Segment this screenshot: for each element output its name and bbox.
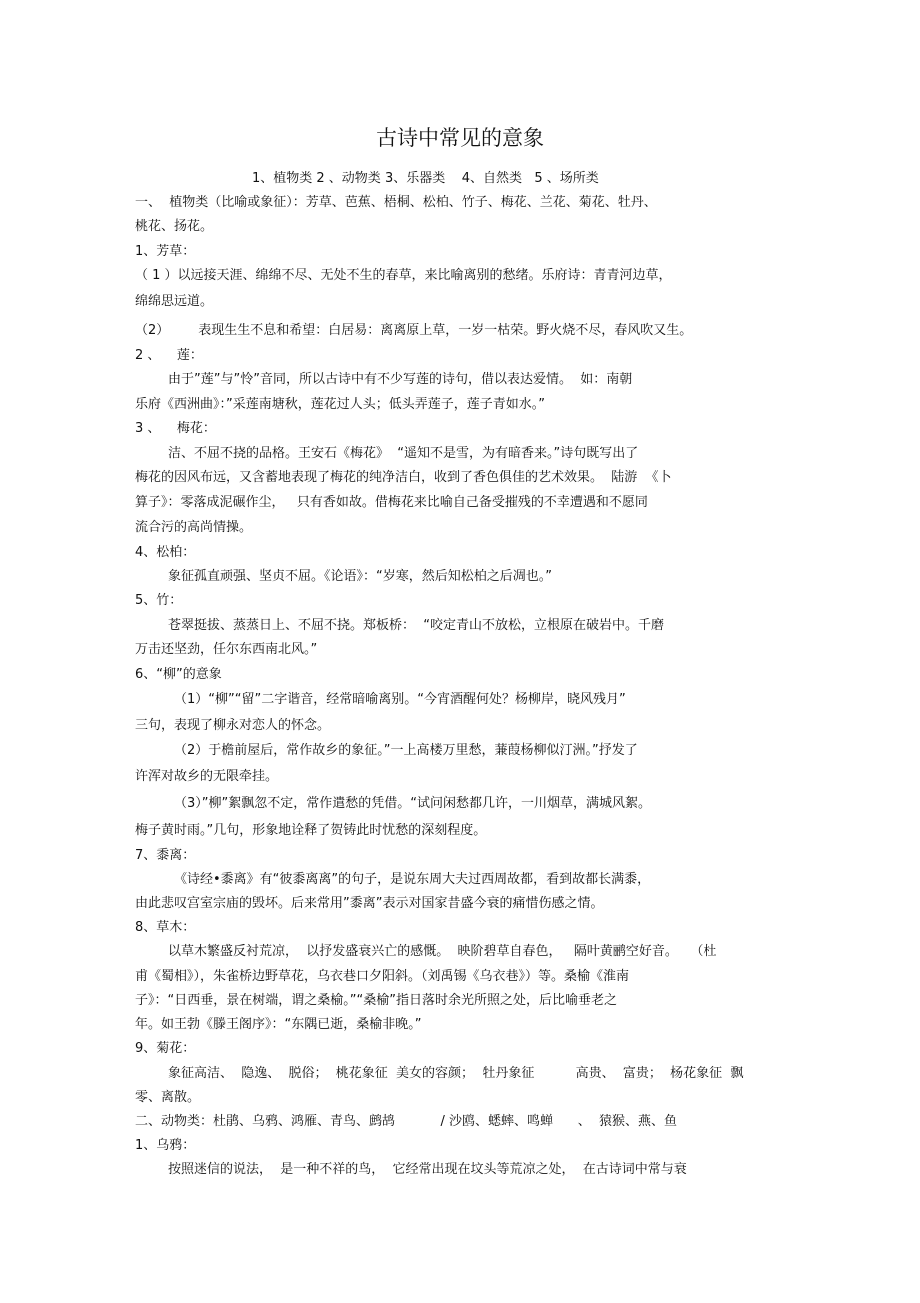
text-line: （1）“柳”“留”二字谐音，经常暗喻离别。“今宵酒醒何处？杨柳岸，晓风残月” — [174, 692, 626, 707]
section-heading: 1、芳草： — [135, 244, 196, 259]
text-line: 零、离散。 — [135, 1090, 201, 1105]
text-line: （ 1 ）以远接天涯、绵绵不尽、无处不生的春草，来比喻离别的愁绪。乐府诗：青青河边草， — [135, 268, 672, 283]
text-line: 许浑对故乡的无限牵挂。 — [135, 769, 279, 784]
text-line: 按照迷信的说法， 是一种不祥的鸟， 它经常出现在坟头等荒凉之处， 在古诗词中常与衰 — [168, 1162, 687, 1177]
text-line: （3）”柳”絮飘忽不定，常作遣愁的凭借。“试问闲愁都几许，一川烟草，满城风絮。 — [174, 796, 651, 811]
section-heading: 二、动物类：杜鹃、乌鸦、鸿雁、青鸟、鹧鸪 / 沙鸥、蟋蟀、鸣蝉 、 猿猴、燕、鱼 — [135, 1114, 678, 1129]
text-line: 乐府《西洲曲》：”采莲南塘秋，莲花过人头；低头弄莲子，莲子青如水。” — [135, 397, 545, 412]
text-line: 子》：“日西垂，景在树端，谓之桑榆。”“桑榆”指日落时余光所照之处，后比喻垂老之 — [135, 993, 617, 1008]
text-line: 年。如王勃《滕王阁序》：“东隅已逝，桑榆非晚。” — [135, 1017, 422, 1032]
text-line: 以草木繁盛反衬荒凉， 以抒发盛衰兴亡的感慨。 映阶碧草自春色， 隔叶黄鹂空好音。 （杜 — [168, 944, 717, 959]
text-line: 梅花的因风布远，又含蓄地表现了梅花的纯净洁白，收到了香色俱佳的艺术效果。 陆游 《卜 — [135, 470, 672, 485]
section-heading: 3 、 梅花： — [135, 421, 216, 436]
text-line: 桃花、扬花。 — [135, 219, 214, 234]
section-heading: 2 、 莲： — [135, 348, 203, 363]
category-list: 1、植物类 2 、动物类 3、乐器类 4、自然类 5 、场所类 — [252, 171, 599, 186]
text-line: 算子》：零落成泥碾作尘， 只有香如故。借梅花来比喻自己备受摧残的不幸遭遇和不愿同 — [135, 495, 648, 510]
text-line: 象征孤直顽强、坚贞不屈。《论语》：“岁寒，然后知松柏之后凋也。” — [168, 569, 552, 584]
text-line: 万击还坚劲，任尔东西南北风。” — [135, 642, 318, 657]
text-line: （2） 表现生生不息和希望：白居易：离离原上草，一岁一枯荣。野火烧不尽，春风吹又生。 — [135, 323, 693, 338]
text-line: （2）于檐前屋后，常作故乡的象征。”一上高楼万里愁，蒹葭杨柳似汀洲。”抒发了 — [174, 743, 638, 758]
text-line: 洁、不屈不挠的品格。王安石《梅花》 “遥知不是雪，为有暗香来。”诗句既写出了 — [168, 446, 639, 461]
text-line: 由此悲叹宫室宗庙的毁坏。后来常用”黍离”表示对国家昔盛今衰的痛惜伤感之情。 — [135, 896, 604, 911]
section-heading: 5、竹： — [135, 593, 183, 608]
text-line: 梅子黄时雨。”几句，形象地诠释了贺铸此时忧愁的深刻程度。 — [135, 823, 487, 838]
section-heading: 4、松柏： — [135, 545, 196, 560]
section-heading: 9、菊花： — [135, 1041, 196, 1056]
text-line: 一、 植物类（比喻或象征）：芳草、芭蕉、梧桐、松柏、竹子、梅花、兰花、菊花、牡丹、 — [135, 195, 657, 210]
text-line: 流合污的高尚情操。 — [135, 520, 253, 535]
text-line: 绵绵思远道。 — [135, 294, 214, 309]
text-line: 三句，表现了柳永对恋人的怀念。 — [135, 718, 331, 733]
text-line: 苍翠挺拔、蒸蒸日上、不屈不挠。郑板桥： “咬定青山不放松，立根原在破岩中。千磨 — [168, 618, 665, 633]
text-line: 由于”莲”与”怜”音同，所以古诗中有不少写莲的诗句，借以表达爱情。 如：南朝 — [168, 372, 633, 387]
text-line: 象征高洁、 隐逸、 脱俗； 桃花象征 美女的容颜； 牡丹象征 高贵、 富贵； 杨花象征 飘 — [168, 1066, 744, 1081]
section-heading: 8、草木： — [135, 920, 196, 935]
page-title: 古诗中常见的意象 — [376, 126, 544, 150]
text-line: 《诗经•黍离》有“彼黍离离”的句子，是说东周大夫过西周故都，看到故都长满黍， — [174, 872, 651, 887]
section-heading: 7、黍离： — [135, 848, 196, 863]
section-heading: 6、“柳”的意象 — [135, 667, 222, 682]
section-heading: 1、乌鸦： — [135, 1138, 196, 1153]
text-line: 甫《蜀相》），朱雀桥边野草花，乌衣巷口夕阳斜。（刘禹锡《乌衣巷》）等。桑榆《淮南 — [135, 969, 630, 984]
